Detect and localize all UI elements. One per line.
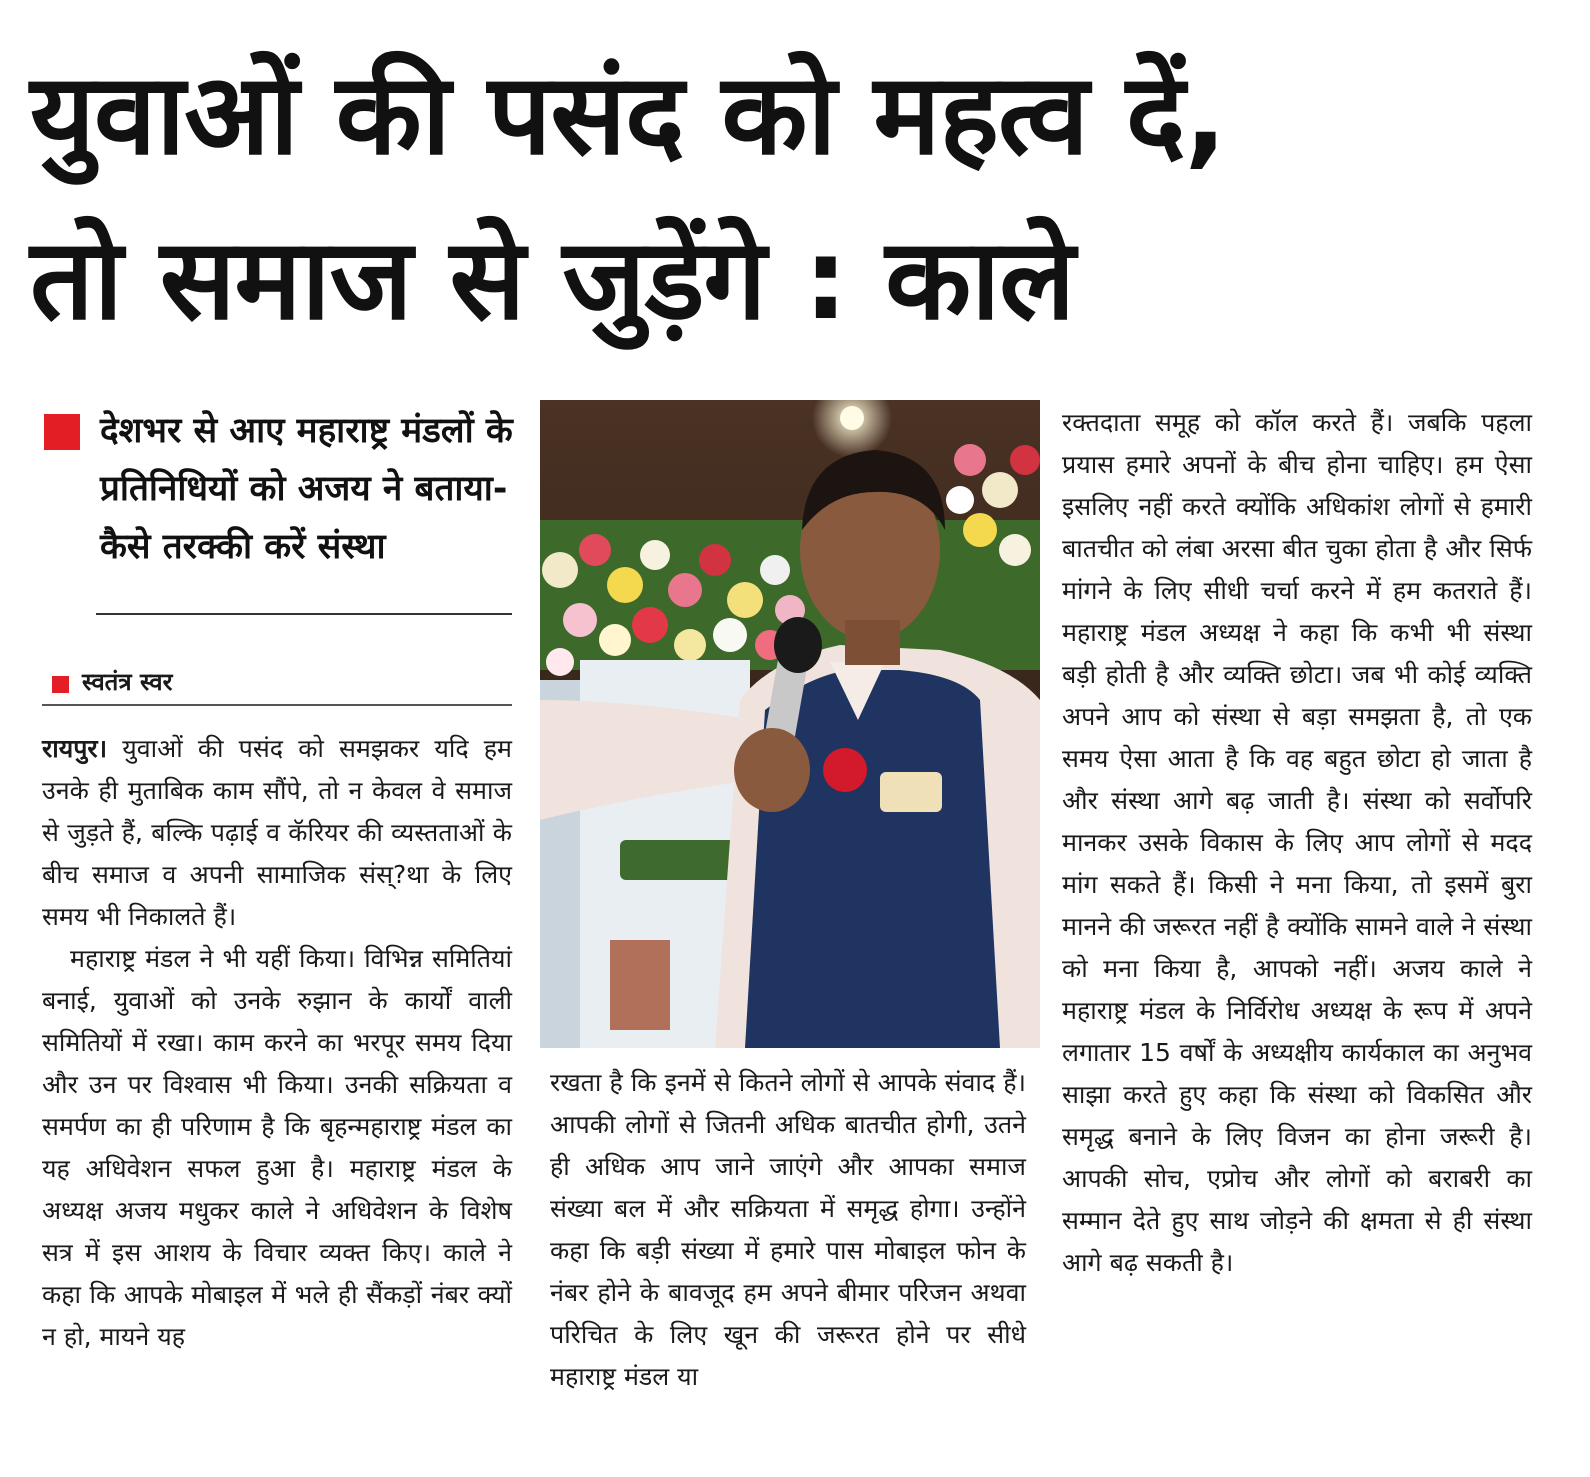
article-column-3-text: रक्तदाता समूह को कॉल करते हैं। जबकि पहला प्रयास हमारे अपनों के बीच होना चाहिए। हम ऐसा इसलिए नहीं करते क्योंकि अधिकांश लोगों से हमारी बातचीत को लंबा अरसा बीत चुका होता है और सिर्फ मांगने के लिए सीधी चर्चा करने में हम कतराते हैं। महाराष्ट्र मंडल अध्यक्ष ने कहा कि कभी भी संस्था बड़ी होती है और व्यक्ति छोटा। जब भी कोई व्यक्ति अपने आप को संस्था से बड़ा समझता है, तो एक समय ऐसा आता है कि वह बहुत छोटा हो जाता है और संस्था आगे बढ़ जाती है। संस्था को सर्वोपरि मानकर उसके विकास के लिए आप लोगों से मदद मांग सकते हैं। किसी ने मना किया, तो इसमें बुरा मानने की जरूरत नहीं है क्योंकि सामने वाले ने संस्था को मना किया है, आपको नहीं। अजय काले ने महाराष्ट्र मंडल के निर्विरोध अध्यक्ष के रूप में अपने लगातार 15 वर्षों के अध्यक्षीय कार्यकाल का अनुभव साझा करते हुए कहा कि संस्था को विकसित और समृद्ध बनाने के लिए विजन का होना जरूरी है। आपकी सोच, एप्रोच और लोगों को बराबरी का सम्मान देते हुए साथ जोड़ने की क्षमता से ही संस्था आगे बढ़ सकती है। xyxy=(1062,408,1532,1277)
byline-bullet-icon xyxy=(52,676,69,693)
article-paragraph-2: महाराष्ट्र मंडल ने भी यहीं किया। विभिन्न समितियां बनाई, युवाओं को उनके रुझान के कार्यों वाली समितियों में रखा। काम करने का भरपूर समय दिया और उन पर विश्वास भी किया। उनकी सक्रियता व समर्पण का ही परिणाम है कि बृहन्महाराष्ट्र मंडल का यह अधिवेशन सफल हुआ है। महाराष्ट्र मंडल के अध्यक्ष अजय मधुकर काले ने अधिवेशन के विशेष सत्र में इस आशय के विचार व्यक्त किए। काले ने कहा कि आपके मोबाइल में भले ही सैंकड़ों नंबर क्यों न हो, मायने यह xyxy=(42,944,512,1351)
article-paragraph-1 xyxy=(42,728,512,938)
dateline: रायपुर। xyxy=(42,734,108,763)
subheadline: देशभर से आए महाराष्ट्र मंडलों के प्रतिनिधियों को अजय ने बताया- कैसे तरक्की करें संस्था xyxy=(100,411,513,567)
red-rose-pin xyxy=(823,748,867,792)
article-column-1 xyxy=(42,728,512,1358)
article-column-2 xyxy=(550,1062,1026,1398)
article-paragraph-1-text: युवाओं की पसंद को समझकर यदि हम उनके ही मुताबिक काम सौंपे, तो न केवल वे समाज से जुड़ते हैं, बल्कि पढ़ाई व कॅरियर की व्यस्तताओं के बीच समाज व अपनी सामाजिक संस्?था के लिए समय भी निकालते हैं। xyxy=(42,734,512,931)
headline-line-2: तो समाज से जुड़ेंगे : काले xyxy=(30,215,1075,345)
byline-divider xyxy=(42,704,512,706)
red-square-bullet-icon xyxy=(44,414,80,450)
subheadline-divider xyxy=(96,613,512,615)
speaker-with-microphone-photo xyxy=(540,400,1040,1048)
article-column-2-text: रखता है कि इनमें से कितने लोगों से आपके संवाद हैं। आपकी लोगों से जितनी अधिक बातचीत होगी, उतने ही अधिक आप जाने जाएंगे और आपका समाज संख्या बल में और सक्रियता में समृद्ध होगा। उन्होंने कहा कि बड़ी संख्या में हमारे पास मोबाइल फोन के नंबर होने के बावजूद हम अपने बीमार परिजन अथवा परिचित के लिए खून की जरूरत होने पर सीधे महाराष्ट्र मंडल या xyxy=(550,1068,1026,1391)
article-column-3 xyxy=(1062,402,1532,1284)
subheadline-block xyxy=(44,402,522,576)
headline-line-1: युवाओं की पसंद को महत्व दें, xyxy=(30,50,1226,180)
byline: स्वतंत्र स्वर xyxy=(82,668,173,696)
